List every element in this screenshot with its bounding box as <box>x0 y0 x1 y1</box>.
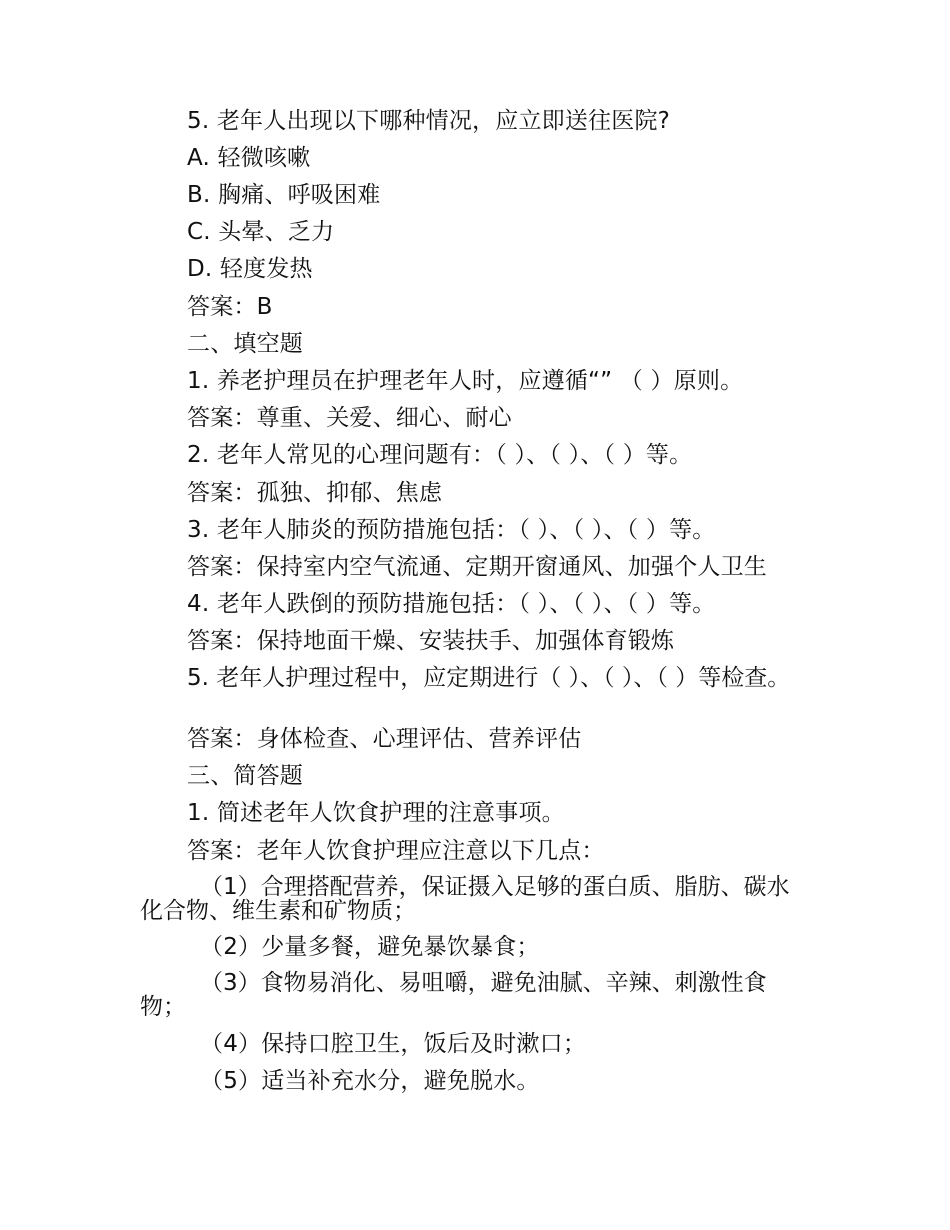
answer-point-1: （1）合理搭配营养，保证摄入足够的蛋白质、脂肪、碳水化合物、维生素和矿物质； <box>140 874 790 924</box>
fill-question-3: 3. 老年人肺炎的预防措施包括：（ ）、（ ）、（ ）等。 <box>187 517 716 543</box>
section-heading-short-answer: 三、简答题 <box>187 763 303 789</box>
answer-point-4: （4）保持口腔卫生，饭后及时漱口； <box>200 1031 587 1057</box>
answer-point-3: （3）食物易消化、易咀嚼，避免油腻、辛辣、刺激性食物； <box>140 970 767 1020</box>
answer-fill-4: 答案：保持地面干燥、安装扶手、加强体育锻炼 <box>187 628 675 654</box>
option-d: D. 轻度发热 <box>187 256 313 282</box>
option-c: C. 头晕、乏力 <box>187 219 335 245</box>
answer-fill-3: 答案：保持室内空气流通、定期开窗通风、加强个人卫生 <box>187 554 767 580</box>
answer-point-2: （2）少量多餐，避免暴饮暴食； <box>200 934 540 960</box>
answer-short-1: 答案：老年人饮食护理应注意以下几点： <box>187 838 605 864</box>
answer-fill-5: 答案：身体检查、心理评估、营养评估 <box>187 726 582 752</box>
answer-fill-1: 答案：尊重、关爱、细心、耐心 <box>187 405 512 431</box>
fill-question-2: 2. 老年人常见的心理问题有：（ ）、（ ）、（ ）等。 <box>187 442 693 468</box>
option-a: A. 轻微咳嗽 <box>187 145 311 171</box>
answer-fill-2: 答案：孤独、抑郁、焦虑 <box>187 480 443 506</box>
fill-question-5: 5. 老年人护理过程中，应定期进行（ ）、（ ）、（ ）等检查。 <box>187 665 791 691</box>
answer-point-5: （5）适当补充水分，避免脱水。 <box>200 1068 540 1094</box>
fill-question-4: 4. 老年人跌倒的预防措施包括：（ ）、（ ）、（ ）等。 <box>187 591 716 617</box>
short-question-1: 1. 简述老年人饮食护理的注意事项。 <box>187 800 565 826</box>
fill-question-1: 1. 养老护理员在护理老年人时，应遵循“” （ ）原则。 <box>187 368 744 394</box>
option-b: B. 胸痛、呼吸困难 <box>187 182 381 208</box>
question-5: 5. 老年人出现以下哪种情况，应立即送往医院? <box>187 108 671 134</box>
answer-q5: 答案：B <box>187 294 273 320</box>
section-heading-fill-in: 二、填空题 <box>187 331 303 357</box>
